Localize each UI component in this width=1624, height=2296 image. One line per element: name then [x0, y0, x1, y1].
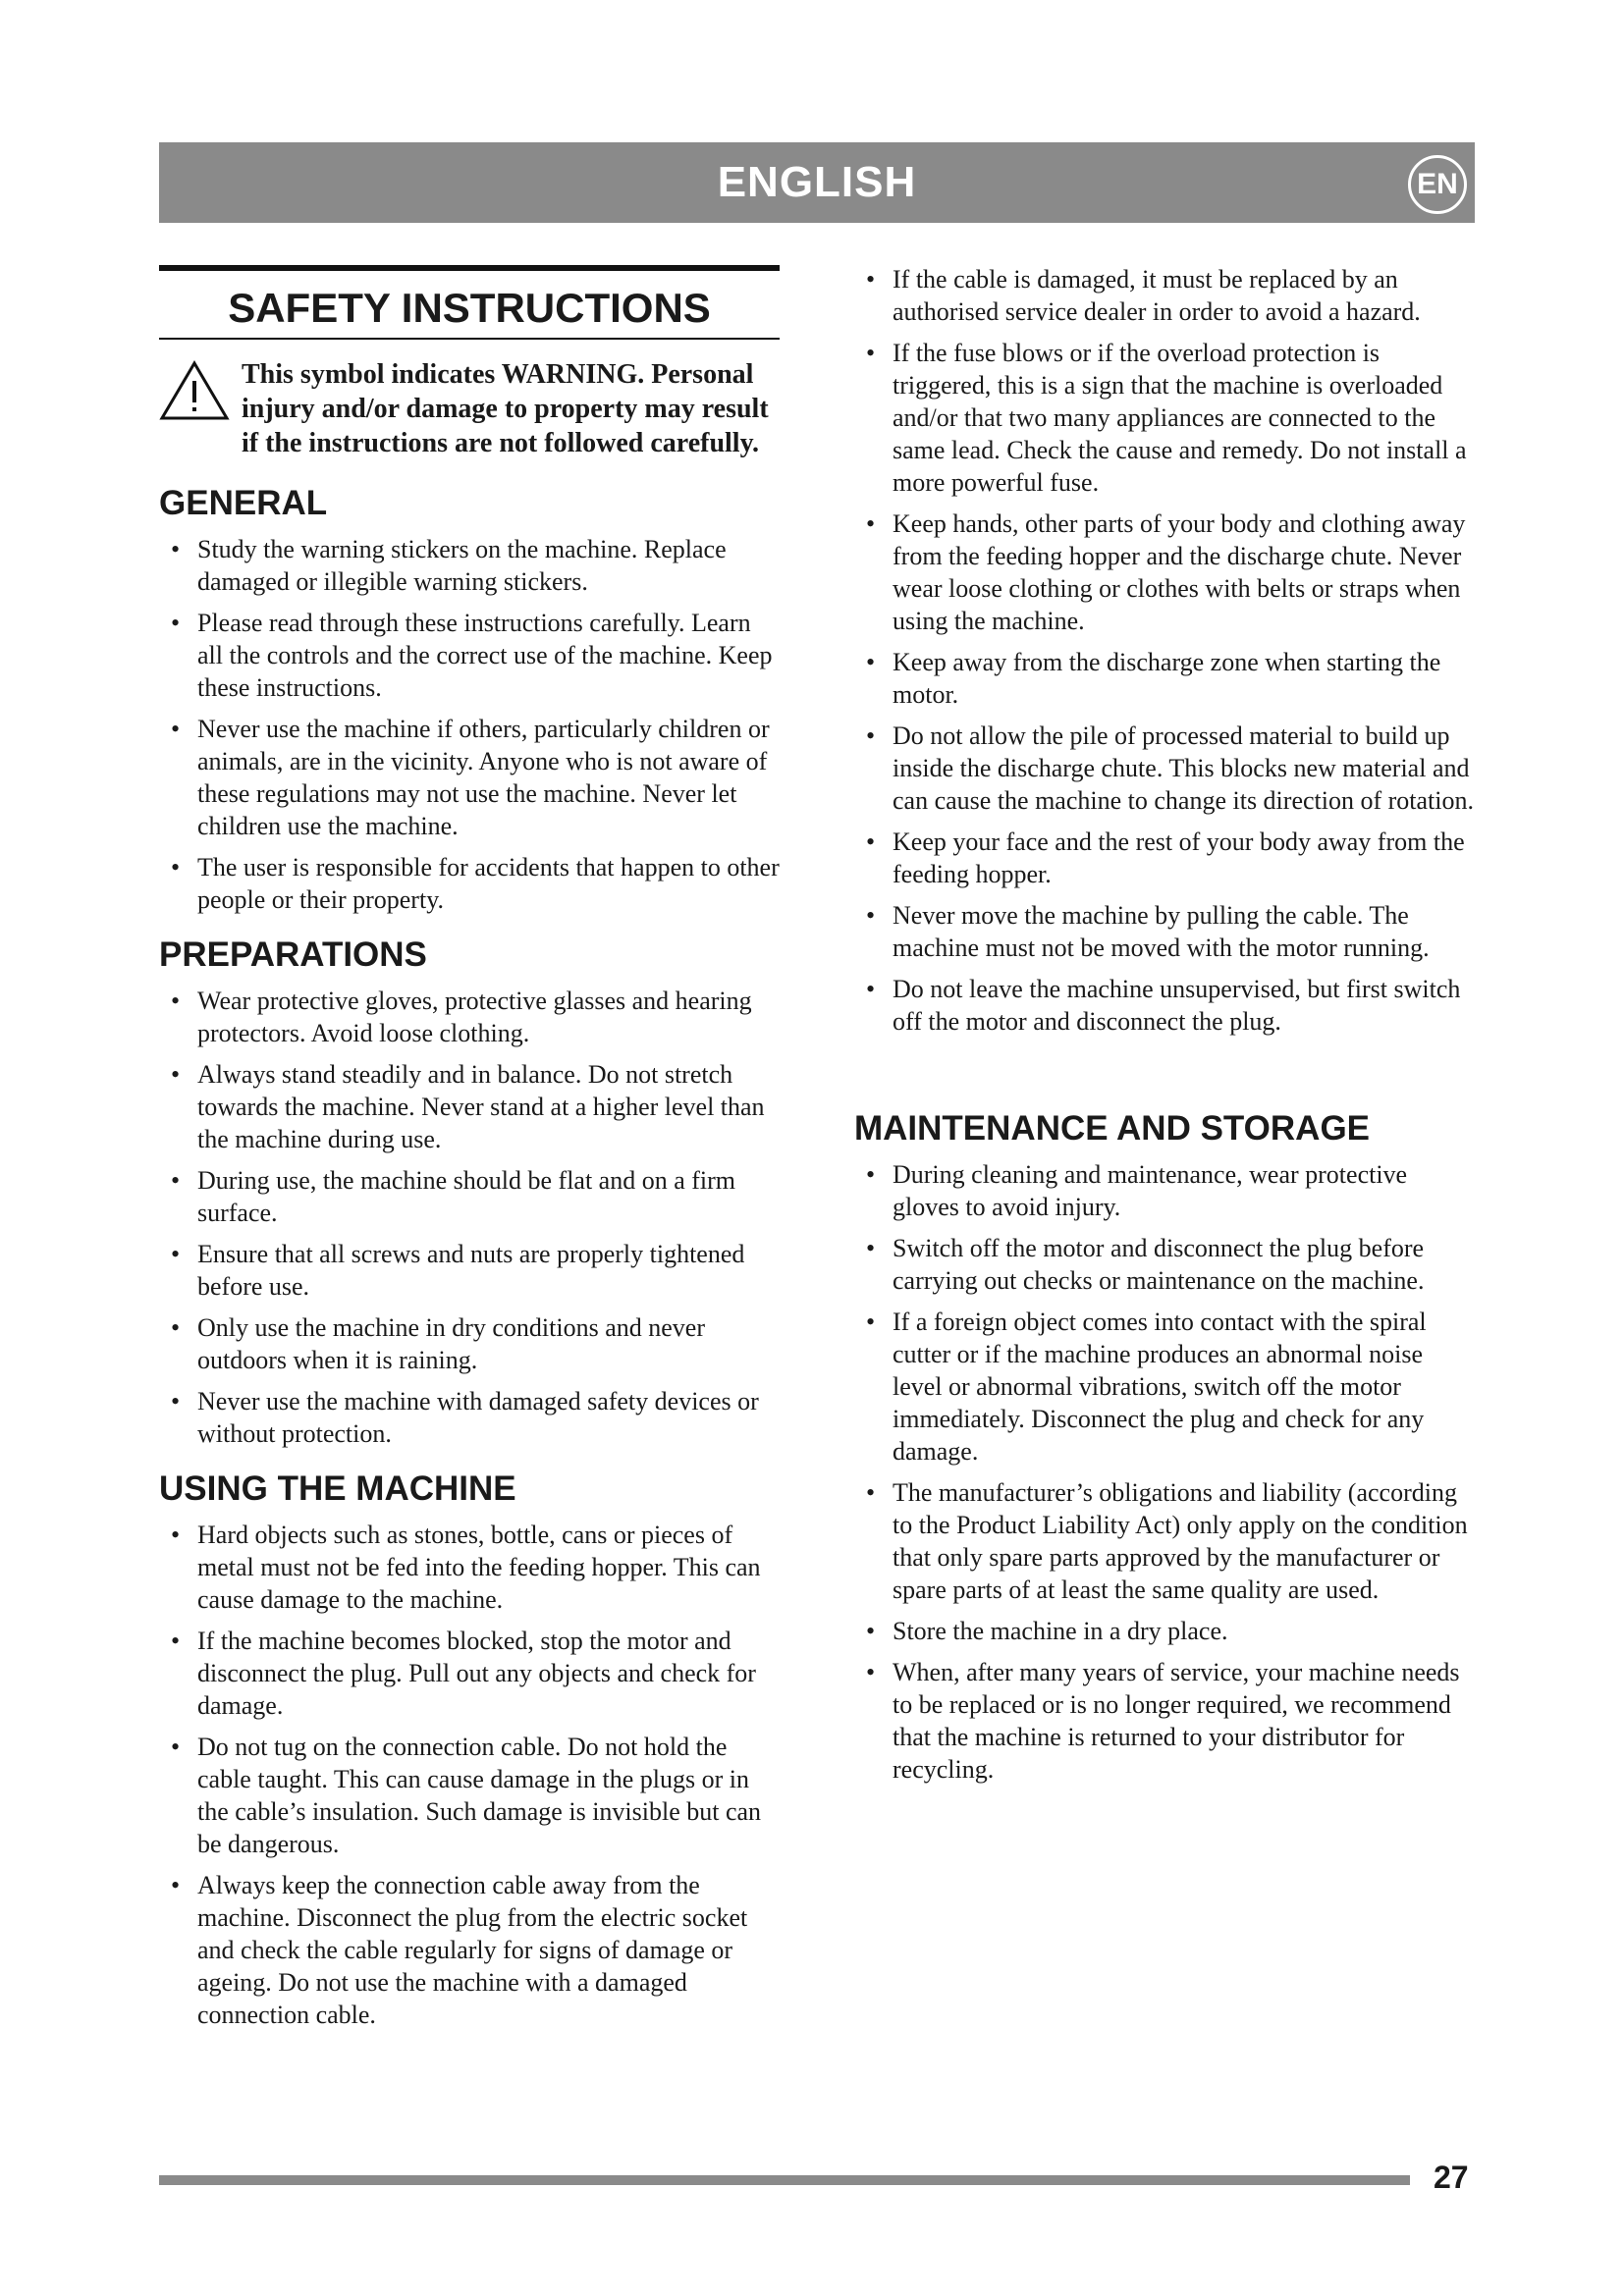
warning-triangle-icon [159, 357, 230, 430]
list-item: • Do not tug on the connection cable. Do not hold the cable taught. This can cause damage in the plugs or in the cable’s insulation. Such damage is invisible but can be dangerous. [171, 1733, 762, 1858]
list-item: • During cleaning and maintenance, wear protective gloves to avoid injury. [866, 1160, 1408, 1221]
list-item: • Study the warning stickers on the machine. Replace damaged or illegible warning stickers. [171, 535, 727, 596]
list-item: • If the machine becomes blocked, stop the motor and disconnect the plug. Pull out any objects and check for damage. [171, 1627, 756, 1720]
list-item: • Never use the machine with damaged safety devices or without protection. [171, 1387, 759, 1448]
using-list [159, 1519, 780, 2031]
list-item: • Do not allow the pile of processed material to build up inside the discharge chute. This blocks new material and can cause the machine to change its direction of rotation. [866, 721, 1474, 815]
list-item: • Wear protective gloves, protective glasses and hearing protectors. Avoid loose clothing. [171, 987, 752, 1047]
list-item: • Never use the machine if others, particularly children or animals, are in the vicinity. Anyone who is not aware of these regulations may not use the machine. Never let children use the machine. [171, 715, 770, 840]
maintenance-list [854, 1158, 1475, 1786]
preparations-heading: PREPARATIONS [159, 935, 427, 974]
preparations-section [159, 935, 780, 1450]
preparations-list [159, 985, 780, 1450]
left-column [159, 265, 780, 2040]
general-heading: GENERAL [159, 484, 328, 522]
footer-rule [159, 2175, 1410, 2185]
list-item: • If a foreign object comes into contact with the spiral cutter or if the machine produces an abnormal noise level or abnormal vibrations, switch off the motor immediately. Disconnect the plug and check for any damage. [866, 1308, 1427, 1466]
using-continued-list [854, 263, 1475, 1038]
list-item: • Keep hands, other parts of your body and clothing away from the feeding hopper and the discharge chute. Never wear loose clothing or clothes with belts or straps when using the machine. [866, 509, 1466, 635]
list-item: • If the fuse blows or if the overload protection is triggered, this is a sign that the machine is overloaded and/or that two many appliances are connected to the same lead. Check the cause and remedy. Do not install a more powerful fuse. [866, 339, 1467, 497]
list-item: • During use, the machine should be flat and on a firm surface. [171, 1166, 736, 1227]
list-item: • The manufacturer’s obligations and liability (according to the Product Liability Act) only apply on the condition that only spare parts approved by the manufacturer or spare parts of at least the same quality are used. [866, 1478, 1468, 1604]
maintenance-section [854, 1109, 1475, 1786]
list-item: • The user is responsible for accidents that happen to other people or their property. [171, 853, 780, 914]
safety-title-box [159, 265, 780, 340]
using-heading: USING THE MACHINE [159, 1469, 516, 1508]
language-badge: EN [1408, 155, 1467, 214]
maintenance-heading: MAINTENANCE AND STORAGE [854, 1109, 1371, 1148]
warning-text: This symbol indicates WARNING. Personal injury and/or damage to property may result if the instructions are not followed carefully. [242, 359, 769, 458]
page-title: SAFETY INSTRUCTIONS [228, 285, 711, 331]
language-title: ENGLISH [717, 158, 917, 206]
list-item: • If the cable is damaged, it must be replaced by an authorised service dealer in order to avoid a hazard. [866, 265, 1421, 326]
warning-notice [159, 357, 780, 460]
language-banner [159, 142, 1475, 223]
list-item: • Never move the machine by pulling the cable. The machine must not be moved with the motor running. [866, 901, 1430, 962]
list-item: • Switch off the motor and disconnect the plug before carrying out checks or maintenance on the machine. [866, 1234, 1425, 1295]
list-item: • Keep your face and the rest of your body away from the feeding hopper. [866, 828, 1465, 888]
list-item: • Do not leave the machine unsupervised, but first switch off the motor and disconnect the plug. [866, 975, 1461, 1036]
list-item: • Ensure that all screws and nuts are properly tightened before use. [171, 1240, 745, 1301]
section-spacer [854, 1046, 1475, 1090]
general-section [159, 484, 780, 916]
page-number: 27 [1434, 2160, 1469, 2195]
right-column [854, 263, 1475, 1794]
list-item: • Only use the machine in dry conditions and never outdoors when it is raining. [171, 1313, 705, 1374]
list-item: • Store the machine in a dry place. [866, 1617, 1228, 1645]
list-item: • Always keep the connection cable away from the machine. Disconnect the plug from the electric socket and check the cable regularly for signs of damage or ageing. Do not use the machine with a damaged connection cable. [171, 1871, 748, 2029]
list-item: • Please read through these instructions carefully. Learn all the controls and the correct use of the machine. Keep these instructions. [171, 609, 773, 702]
using-section [159, 1469, 780, 2031]
list-item: • When, after many years of service, your machine needs to be replaced or is no longer required, we recommend that the machine is returned to your distributor for recycling. [866, 1658, 1460, 1784]
list-item: • Keep away from the discharge zone when starting the motor. [866, 648, 1441, 709]
list-item: • Hard objects such as stones, bottle, cans or pieces of metal must not be fed into the feeding hopper. This can cause damage to the machine. [171, 1521, 761, 1614]
general-list [159, 533, 780, 916]
list-item: • Always stand steadily and in balance. Do not stretch towards the machine. Never stand at a higher level than the machine during use. [171, 1060, 765, 1153]
